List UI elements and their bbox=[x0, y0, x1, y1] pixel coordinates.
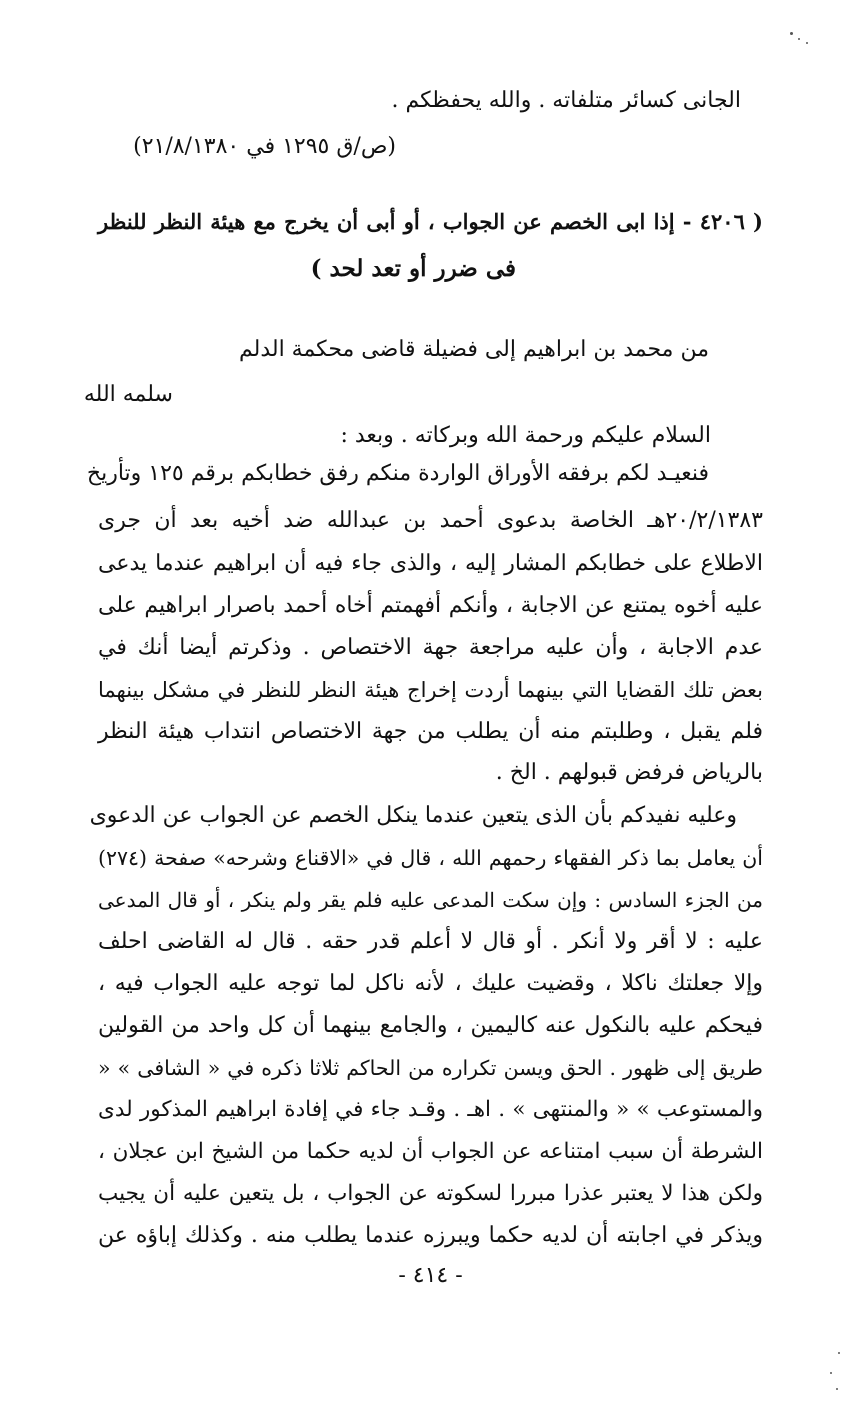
paragraph-line: ويذكر في اجابته أن لديه حكما ويبرزه عندما يطلب منه . وكذلك إباؤه عن bbox=[98, 1223, 763, 1248]
paragraph-first-line: فنعيـد لكم برفقه الأوراق الواردة منكم رفق خطابكم برقم ١٢٥ وتأريخ bbox=[86, 461, 709, 486]
letter-sender-line: من محمد بن ابراهيم إلى فضيلة قاضى محكمة الدلم bbox=[238, 337, 709, 362]
paragraph-line: بعض تلك القضايا التي بينهما أردت إخراج هيئة النظر للنظر في مشكل بينهما bbox=[98, 678, 763, 702]
paragraph-line: الشرطة أن سبب امتناعه عن الجواب أن لديه حكما من الشيخ ابن عجلان ، bbox=[98, 1139, 763, 1164]
scan-speck bbox=[790, 32, 793, 35]
letter-recipient-closing: سلمه الله bbox=[83, 382, 173, 407]
reference-line: (ص/ق ١٢٩٥ في ٢١/٨/١٣٨٠) bbox=[133, 134, 396, 159]
paragraph-line: عليه أخوه يمتنع عن الاجابة ، وأنكم أفهمتم أخاه أحمد باصرار ابراهيم على bbox=[98, 593, 763, 618]
paragraph-line: الاطلاع على خطابكم المشار إليه ، والذى جاء فيه أن ابراهيم عندما يدعى bbox=[98, 551, 763, 576]
paragraph-line: ولكن هذا لا يعتبر عذرا مبررا لسكوته عن الجواب ، بل يتعين عليه أن يجيب bbox=[98, 1181, 763, 1206]
paragraph-line: عدم الاجابة ، وأن عليه مراجعة جهة الاختصاص . وذكرتم أيضا أنك في bbox=[98, 635, 763, 660]
paragraph-first-line: وعليه نفيدكم بأن الذى يتعين عندما ينكل الخصم عن الجواب عن الدعوى bbox=[89, 803, 737, 828]
scan-speck bbox=[836, 1388, 838, 1390]
intro-line: الجانى كسائر متلفاته . والله يحفظكم . bbox=[391, 88, 741, 113]
paragraph-line: أن يعامل بما ذكر الفقهاء رحمهم الله ، قال في «الاقناع وشرحه» صفحة (٢٧٤) bbox=[98, 846, 763, 870]
paragraph-last-line: بالرياض فرفض قبولهم . الخ . bbox=[495, 760, 763, 785]
section-heading-line: فى ضرر أو تعد لحد ) bbox=[310, 255, 516, 282]
paragraph-line: والمستوعب » « والمنتهى » . اهـ . وقـد جاء في إفادة ابراهيم المذكور لدى bbox=[98, 1097, 763, 1122]
paragraph-line: من الجزء السادس : وإن سكت المدعى عليه فلم يقر ولم ينكر ، أو قال المدعى bbox=[98, 888, 763, 912]
paragraph-line: ٢٠/٢/١٣٨٣هـ الخاصة بدعوى أحمد بن عبدالله ضد أخيه بعد أن جرى bbox=[98, 508, 763, 533]
paragraph-line: وإلا جعلتك ناكلا ، وقضيت عليك ، لأنه ناكل لما توجه عليه الجواب فيه ، bbox=[98, 971, 763, 996]
scan-speck bbox=[838, 1352, 840, 1354]
page-number: - ٤١٤ - bbox=[398, 1263, 463, 1288]
scan-speck bbox=[806, 42, 808, 44]
paragraph-line: عليه : لا أقر ولا أنكر . أو قال لا أعلم قدر حقه . قال له القاضى احلف bbox=[98, 929, 763, 954]
paragraph-line: فلم يقبل ، وطلبتم منه أن يطلب من جهة الاختصاص انتداب هيئة النظر bbox=[98, 719, 763, 744]
scan-speck bbox=[830, 1372, 832, 1374]
paragraph-line: طريق إلى ظهور . الحق ويسن تكراره من الحاكم ثلاثا ذكره في « الشافى » « bbox=[98, 1056, 763, 1080]
section-heading-line: ( ٤٢٠٦ - إذا ابى الخصم عن الجواب ، أو أبى أن يخرج مع هيئة النظر للنظر bbox=[98, 209, 763, 234]
greeting-line: السلام عليكم ورحمة الله وبركاته . وبعد : bbox=[340, 423, 711, 448]
paragraph-line: فيحكم عليه بالنكول عنه كاليمين ، والجامع بينهما أن كل واحد من القولين bbox=[98, 1013, 763, 1038]
scan-speck bbox=[798, 38, 800, 40]
